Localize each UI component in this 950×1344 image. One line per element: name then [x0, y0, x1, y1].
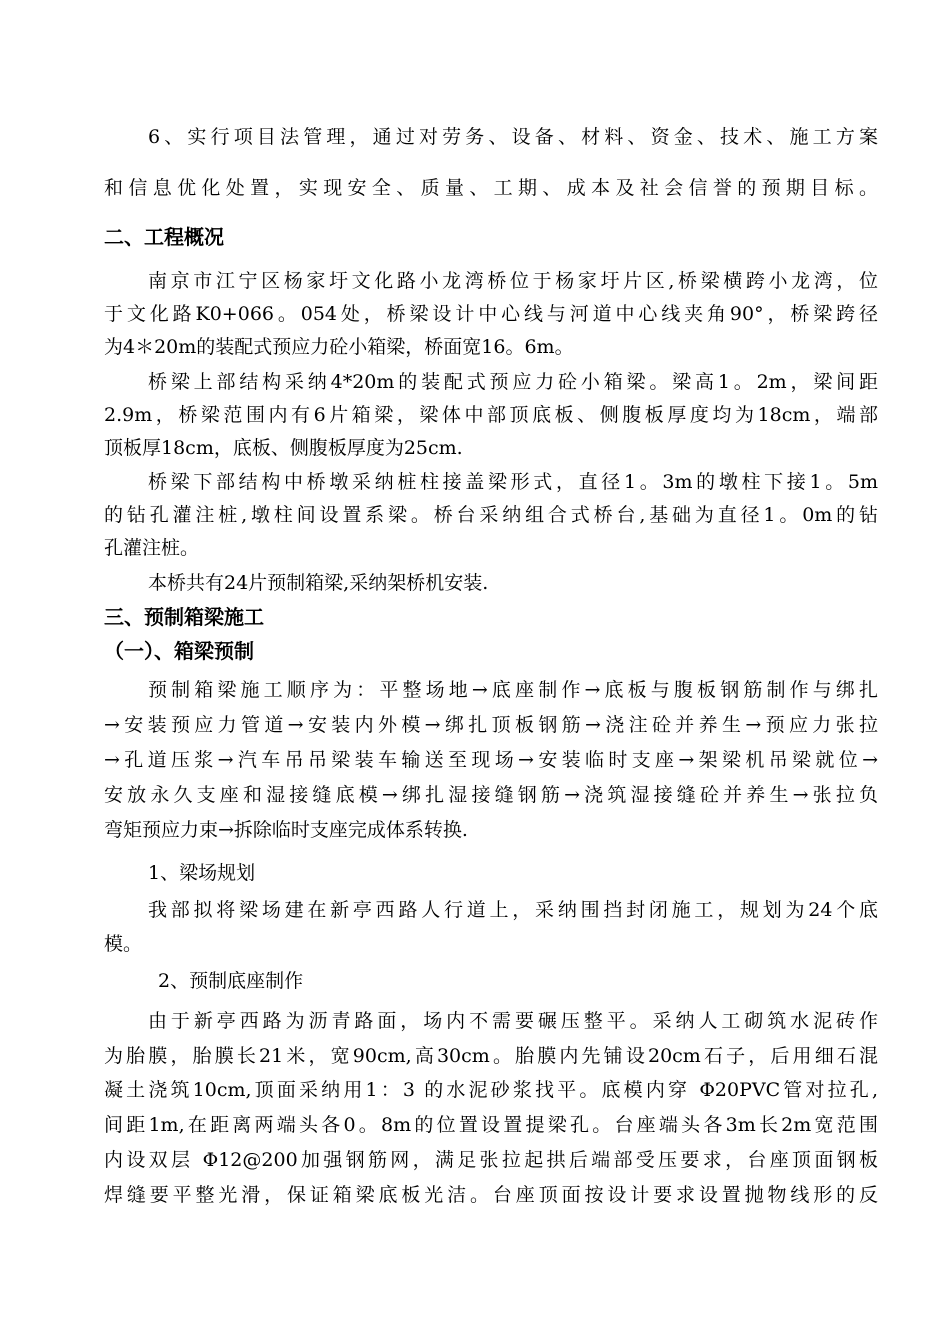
item-2-line-4: 间距1m,在距离两端头各0。8m的位置设置提梁孔。台座端头各3m长2m宽范围 [104, 1114, 878, 1136]
s2-p1-line-3: 为4＊20m的装配式预应力砼小箱梁，桥面宽16。6m。 [104, 336, 574, 358]
s2-p1-line-2: 于文化路K0+066。054处，桥梁设计中心线与河道中心线夹角90°，桥梁跨径 [104, 303, 878, 325]
item-2-line-5: 内设双层 Φ12@200加强钢筋网，满足张拉起拱后端部受压要求，台座顶面钢板 [104, 1149, 878, 1171]
s2-p3-line-1: 桥梁下部结构中桥墩采纳桩柱接盖梁形式，直径1。3m的墩柱下接1。5m [148, 471, 878, 493]
item-2-line-1: 由于新亭西路为沥青路面，场内不需要碾压整平。采纳人工砌筑水泥砖作 [148, 1010, 878, 1032]
intro-line-1: 6、实行项目法管理，通过对劳务、设备、材料、资金、技术、施工方案 [148, 126, 878, 148]
item-2-line-6: 焊缝要平整光滑，保证箱梁底板光洁。台座顶面按设计要求设置抛物线形的反 [104, 1184, 878, 1206]
item-1-line-2: 模。 [104, 933, 143, 955]
s3-p1-line-5: 弯矩预应力束→拆除临时支座完成体系转换. [104, 819, 468, 841]
s3-p1-line-4: 安放永久支座和湿接缝底模→绑扎湿接缝钢筋→浇筑湿接缝砼并养生→张拉负 [104, 784, 878, 806]
intro-line-2: 和信息优化处置，实现安全、质量、工期、成本及社会信誉的预期目标。 [104, 177, 878, 199]
s3-p1-line-3: →孔道压浆→汽车吊吊梁装车输送至现场→安装临时支座→架梁机吊梁就位→ [104, 749, 878, 771]
s2-p2-line-3: 顶板厚18cm，底板、侧腹板厚度为25cm. [104, 437, 463, 459]
section-2-heading: 二、工程概况 [104, 225, 224, 249]
subsection-1-heading: （一）、箱梁预制 [104, 639, 254, 663]
s2-p3-line-3: 孔灌注桩。 [104, 537, 200, 559]
item-2-line-2: 为胎膜，胎膜长21米，宽90cm,高30cm。胎膜内先铺设20cm石子，后用细石混 [104, 1045, 878, 1067]
s3-p1-line-2: →安装预应力管道→安装内外模→绑扎顶板钢筋→浇注砼并养生→预应力张拉 [104, 714, 878, 736]
s2-p1-line-1: 南京市江宁区杨家圩文化路小龙湾桥位于杨家圩片区,桥梁横跨小龙湾，位 [148, 270, 878, 292]
s2-p3-line-2: 的钻孔灌注桩,墩柱间设置系梁。桥台采纳组合式桥台,基础为直径1。0m的钻 [104, 504, 878, 526]
s2-p4-line-1: 本桥共有24片预制箱梁,采纳架桥机安装. [148, 572, 489, 594]
section-3-heading: 三、预制箱梁施工 [104, 605, 264, 629]
s2-p2-line-2: 2.9m，桥梁范围内有6片箱梁，梁体中部顶底板、侧腹板厚度均为18cm，端部 [104, 404, 878, 426]
s2-p2-line-1: 桥梁上部结构采纳4*20m的装配式预应力砼小箱梁。梁高1。2m，梁间距 [148, 371, 878, 393]
item-1-line-1: 我部拟将梁场建在新亭西路人行道上，采纳围挡封闭施工，规划为24个底 [148, 899, 878, 921]
item-1-title: 1、梁场规划 [148, 862, 256, 884]
item-2-title: 2、预制底座制作 [158, 970, 304, 992]
s3-p1-line-1: 预制箱梁施工顺序为：平整场地→底座制作→底板与腹板钢筋制作与绑扎 [148, 679, 878, 701]
item-2-line-3: 凝土浇筑10cm,顶面采纳用1：3 的水泥砂浆找平。底模内穿 Φ20PVC管对拉孔, [104, 1079, 878, 1101]
